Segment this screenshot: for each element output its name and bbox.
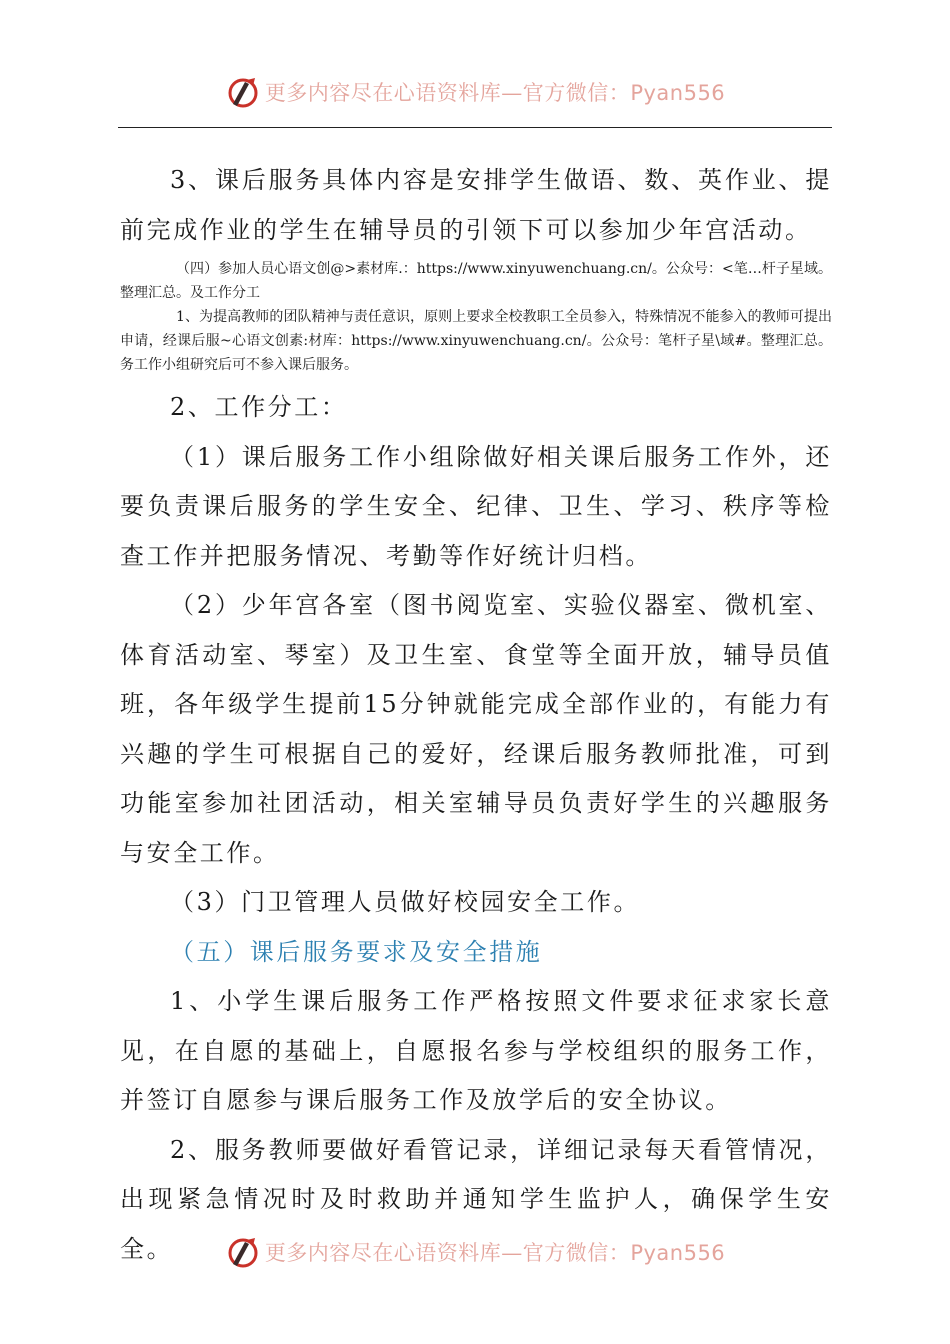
paragraph-service-content: 3、课后服务具体内容是安排学生做语、数、英作业、提前完成作业的学生在辅导员的引领下可以参加少年宫活动。 — [120, 166, 832, 244]
brand-logo-icon — [225, 1234, 261, 1270]
paragraph-item-2: （2）少年宫各室（图书阅览室、实验仪器室、微机室、体育活动室、琴室）及卫生室、食堂等全面开放，辅导员值班，各年级学生提前15分钟就能完成全部作业的，有能力有兴趣的学生可根据自己的爱好，经课后服务教师批准，可到功能室参加社团活动，相关室辅导员负责好学生的兴趣服务与安全工作。 — [120, 591, 832, 867]
paragraph-work-division: 2、工作分工： — [170, 393, 348, 421]
paragraph-requirement-2: 2、服务教师要做好看管记录，详细记录每天看管情况，出现紧急情况时及时救助并通知学生监护人，确保学生安全。 — [120, 1135, 832, 1263]
header-watermark — [0, 70, 950, 114]
small-text-block — [120, 255, 832, 383]
paragraph-requirement-1: 1、小学生课后服务工作严格按照文件要求征求家长意见，在自愿的基础上，自愿报名参与学校组织的服务工作，并签订自愿参与课后服务工作及放学后的安全协议。 — [120, 987, 832, 1114]
section-heading-five: （五）课后服务要求及安全措施 — [170, 937, 543, 966]
footer-wechat-id: Pyan556 — [630, 1241, 726, 1265]
header-divider — [118, 127, 832, 128]
small-paragraph-participants: （四）参加人员心语文创@>素材库.：https://www.xinyuwenchuang.cn/。公众号：<笔…杆子星域。整理汇总。及工作分工 — [120, 261, 832, 301]
header-wechat-id: Pyan556 — [630, 81, 726, 105]
paragraph-item-1: （1）课后服务工作小组除做好相关课后服务工作外，还要负责课后服务的学生安全、纪律、卫生、学习、秩序等检查工作并把服务情况、考勤等作好统计归档。 — [120, 442, 832, 570]
footer-watermark — [0, 1230, 950, 1274]
brand-logo-icon — [225, 74, 261, 110]
footer-brand-text: 更多内容尽在心语资料库—官方微信： — [264, 1241, 631, 1265]
small-paragraph-teacher-participation: 1、为提高教师的团队精神与责任意识，原则上要求全校教职工全员参入，特殊情况不能参入的教师可提出申请，经课后服~心语文创素:材库：https://www.xinyuwenchuang.cn/。公众号：笔杆子星\域#。整理汇总。务工作小组研究后可不参入课后服务。 — [120, 309, 832, 373]
header-brand-text: 更多内容尽在心语资料库—官方微信： — [264, 81, 631, 105]
paragraph-item-3: （3）门卫管理人员做好校园安全工作。 — [170, 888, 641, 916]
document-body — [120, 156, 832, 1274]
